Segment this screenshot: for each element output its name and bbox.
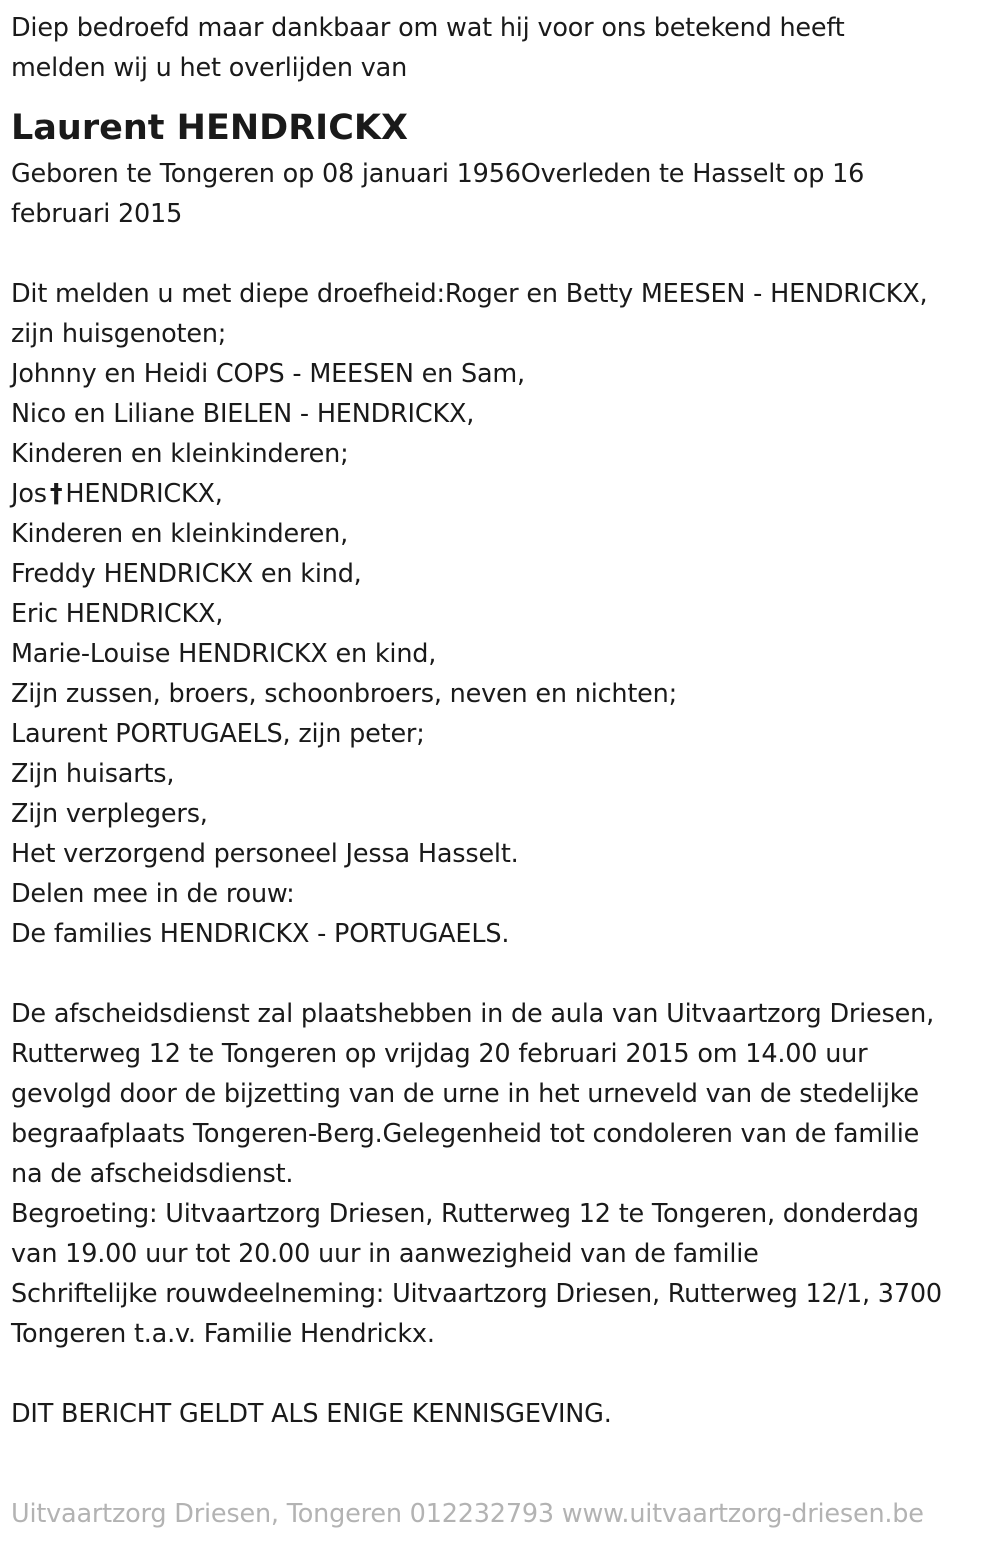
spacer — [11, 1354, 996, 1394]
spacer — [11, 234, 996, 274]
service-line: De afscheidsdienst zal plaatshebben in de aula van Uitvaartzorg Driesen, — [11, 999, 934, 1029]
mourner-line: Zijn zussen, broers, schoonbroers, neven en nichten; — [11, 679, 677, 709]
mourners-list — [11, 274, 996, 954]
cross-icon: † — [49, 479, 63, 509]
service-line: Rutterweg 12 te Tongeren op vrijdag 20 februari 2015 om 14.00 uur — [11, 1039, 868, 1069]
birth-death-line: februari 2015 — [11, 199, 183, 229]
mourner-line: Johnny en Heidi COPS - MEESEN en Sam, — [11, 359, 525, 389]
service-line: na de afscheidsdienst. — [11, 1159, 294, 1189]
service-line: Begroeting: Uitvaartzorg Driesen, Rutterweg 12 te Tongeren, donderdag — [11, 1199, 919, 1229]
mourner-line: Zijn huisarts, — [11, 759, 175, 789]
mourner-line: Laurent PORTUGAELS, zijn peter; — [11, 719, 425, 749]
birth-death-info — [11, 154, 996, 234]
birth-death-line: Geboren te Tongeren op 08 januari 1956Overleden te Hasselt op 16 — [11, 159, 865, 189]
mourner-line: Zijn verplegers, — [11, 799, 208, 829]
service-line: begraafplaats Tongeren-Berg.Gelegenheid tot condoleren van de familie — [11, 1119, 920, 1149]
service-line: van 19.00 uur tot 20.00 uur in aanwezigheid van de familie — [11, 1239, 759, 1269]
mourner-name-prefix: Jos — [11, 479, 47, 509]
service-line: Schriftelijke rouwdeelneming: Uitvaartzorg Driesen, Rutterweg 12/1, 3700 — [11, 1279, 942, 1309]
spacer — [11, 954, 996, 994]
mourner-line: Marie-Louise HENDRICKX en kind, — [11, 639, 437, 669]
intro-text — [11, 8, 996, 88]
mourner-line: Kinderen en kleinkinderen; — [11, 439, 349, 469]
mourner-line: Nico en Liliane BIELEN - HENDRICKX, — [11, 399, 475, 429]
service-line: gevolgd door de bijzetting van de urne in het urneveld van de stedelijke — [11, 1079, 919, 1109]
service-line: Tongeren t.a.v. Familie Hendrickx. — [11, 1319, 435, 1349]
deceased-name: Laurent HENDRICKX — [11, 108, 408, 148]
mourner-line: Eric HENDRICKX, — [11, 599, 224, 629]
mourner-line: De families HENDRICKX - PORTUGAELS. — [11, 919, 510, 949]
service-details — [11, 994, 996, 1354]
mourner-line — [11, 474, 996, 514]
obituary-notice — [11, 8, 996, 1434]
notice-statement: DIT BERICHT GELDT ALS ENIGE KENNISGEVING. — [11, 1399, 612, 1429]
mourner-name-suffix: HENDRICKX, — [65, 479, 223, 509]
mourner-line: Het verzorgend personeel Jessa Hasselt. — [11, 839, 519, 869]
mourner-line: Dit melden u met diepe droefheid:Roger en Betty MEESEN - HENDRICKX, — [11, 279, 928, 309]
intro-line: Diep bedroefd maar dankbaar om wat hij voor ons betekend heeft — [11, 13, 845, 43]
mourner-line: Delen mee in de rouw: — [11, 879, 295, 909]
mourner-line: Freddy HENDRICKX en kind, — [11, 559, 362, 589]
funeral-home-footer: Uitvaartzorg Driesen, Tongeren 012232793 www.uitvaartzorg-driesen.be — [11, 1499, 924, 1529]
mourner-line: Kinderen en kleinkinderen, — [11, 519, 349, 549]
mourner-line: zijn huisgenoten; — [11, 319, 227, 349]
intro-line: melden wij u het overlijden van — [11, 53, 408, 83]
